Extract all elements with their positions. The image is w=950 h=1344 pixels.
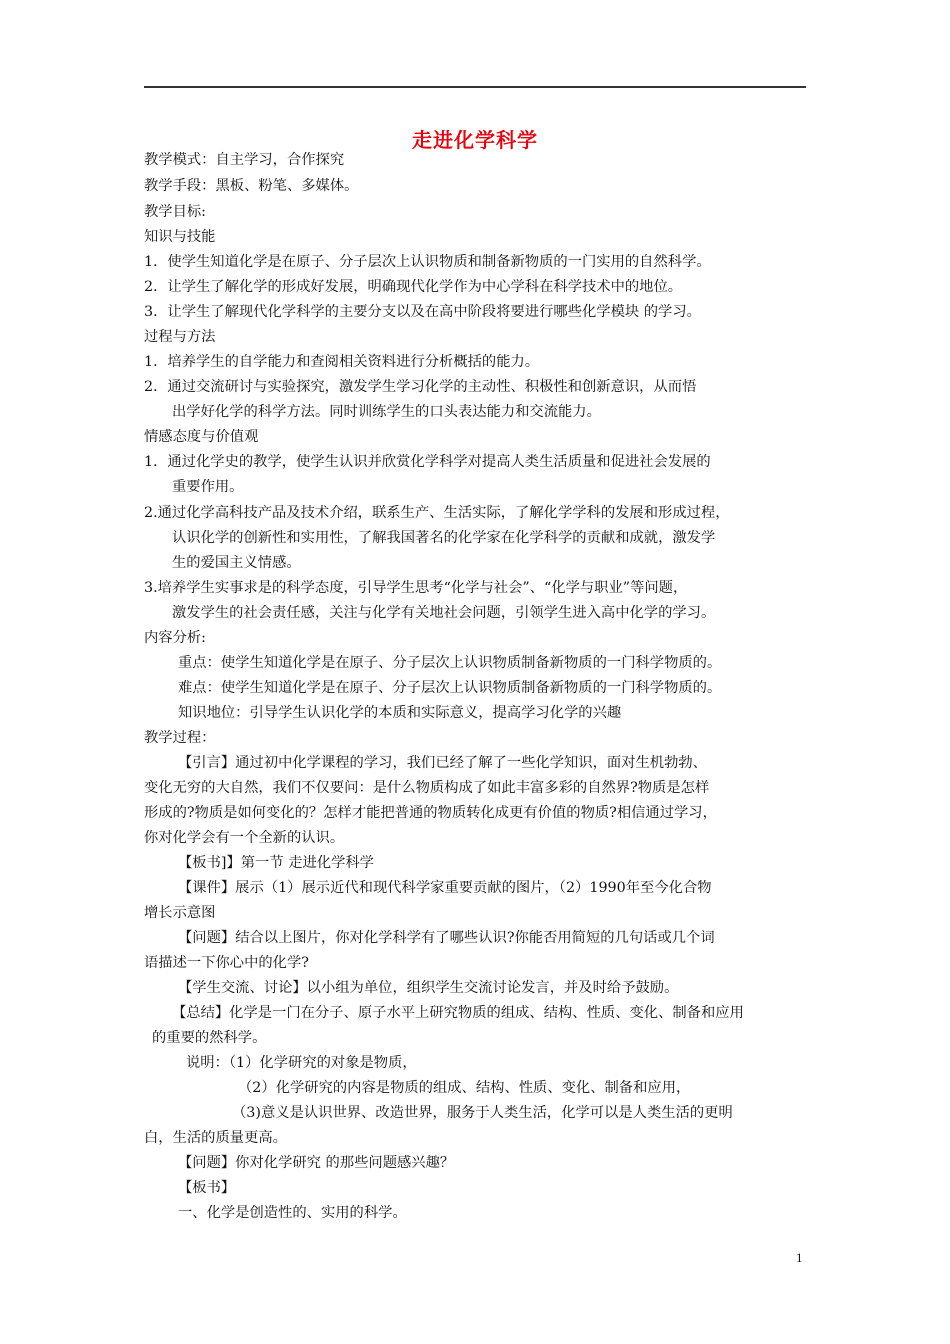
text-line: （3)意义是认识世界、改造世界，服务于人类生活，化学可以是人类生活的更明 bbox=[232, 1105, 733, 1121]
text-line: 2．通过交流研讨与实验探究，激发学生学习化学的主动性、积极性和创新意识，从而悟 bbox=[144, 379, 697, 395]
text-line: 教学手段：黑板、粉笔、多媒体。 bbox=[144, 178, 359, 194]
section-heading: 内容分析: bbox=[144, 630, 207, 646]
text-line: 知识地位：引导学生认识化学的本质和实际意义，提高学习化学的兴趣 bbox=[178, 705, 622, 721]
text-line: 增长示意图 bbox=[144, 905, 216, 921]
text-line: 1．通过化学史的教学，使学生认识并欣赏化学科学对提高人类生活质量和促进社会发展的 bbox=[144, 454, 711, 470]
text-line: 重要作用。 bbox=[172, 479, 244, 495]
text-line: 一、化学是创造性的、实用的科学。 bbox=[178, 1205, 407, 1221]
text-line: 1．培养学生的自学能力和查阅相关资料进行分析概括的能力。 bbox=[144, 354, 540, 370]
text-line: 2.通过化学高科技产品及技术介绍，联系生产、生活实际，了解化学学科的发展和形成过程， bbox=[144, 505, 730, 521]
text-line: 【课件】展示（1）展示近代和现代科学家重要贡献的图片，（2）1990年至今化合物 bbox=[178, 880, 712, 896]
page-number: 1 bbox=[796, 1250, 803, 1265]
text-line: 形成的?物质是如何变化的？怎样才能把普通的物质转化成更有价值的物质?相信通过学习， bbox=[144, 805, 717, 821]
text-line: 【学生交流、讨论】以小组为单位，组织学生交流讨论发言，并及时给予鼓励。 bbox=[178, 980, 679, 996]
text-line: 3．让学生了解现代化学科学的主要分支以及在高中阶段将要进行哪些化学模块 的学习。 bbox=[144, 304, 701, 320]
text-line: 【问题】你对化学研究 的那些问题感兴趣？ bbox=[178, 1155, 455, 1171]
text-line: 【引言】通过初中化学课程的学习，我们已经了解了一些化学知识，面对生机勃勃、 bbox=[178, 755, 707, 771]
text-line: 认识化学的创新性和实用性，了解我国著名的化学家在化学科学的贡献和成就，激发学 bbox=[172, 530, 716, 546]
section-heading: 过程与方法 bbox=[144, 329, 216, 345]
text-line: 语描述一下你心中的化学? bbox=[144, 955, 309, 971]
text-line: 【板书]】第一节 走进化学科学 bbox=[178, 855, 374, 871]
text-line: 激发学生的社会责任感，关注与化学有关地社会问题，引领学生进入高中化学的学习。 bbox=[172, 605, 716, 621]
text-line: 的重要的然科学。 bbox=[152, 1030, 267, 1046]
text-line: 教学目标: bbox=[144, 204, 207, 220]
section-heading: 知识与技能 bbox=[144, 229, 216, 245]
text-line: 说明：（1）化学研究的对象是物质， bbox=[186, 1055, 417, 1071]
text-line: 生的爱国主义情感。 bbox=[172, 555, 301, 571]
text-line: 变化无穷的大自然，我们不仅要问：是什么物质构成了如此丰富多彩的自然界?物质是怎样 bbox=[144, 780, 710, 796]
section-heading: 情感态度与价值观 bbox=[144, 429, 259, 445]
text-line: 难点：使学生知道化学是在原子、分子层次上认识物质制备新物质的一门科学物质的。 bbox=[178, 680, 722, 696]
text-line: 2．让学生了解化学的形成好发展，明确现代化学作为中心学科在科学技术中的地位。 bbox=[144, 279, 683, 295]
text-line: 你对化学会有一个全新的认识。 bbox=[144, 830, 345, 846]
text-line: 3.培养学生实事求是的科学态度，引导学生思考“化学与社会”、“化学与职业”等问题， bbox=[144, 580, 688, 596]
text-line: 1．使学生知道化学是在原子、分子层次上认识物质和制备新物质的一门实用的自然科学。 bbox=[144, 254, 711, 270]
text-line: 出学好化学的科学方法。同时训练学生的口头表达能力和交流能力。 bbox=[172, 404, 601, 420]
header-rule bbox=[144, 86, 806, 88]
text-line: （2）化学研究的内容是物质的组成、结构、性质、变化、制备和应用， bbox=[238, 1080, 691, 1096]
section-heading: 教学过程： bbox=[144, 730, 216, 746]
text-line: 【总结】化学是一门在分子、原子水平上研究物质的组成、结构、性质、变化、制备和应用 bbox=[172, 1005, 744, 1021]
text-line: 白，生活的质量更高。 bbox=[144, 1130, 287, 1146]
text-line: 教学模式：自主学习，合作探究 bbox=[144, 152, 345, 168]
text-line: 【板书】 bbox=[178, 1180, 236, 1196]
text-line: 重点：使学生知道化学是在原子、分子层次上认识物质制备新物质的一门科学物质的。 bbox=[178, 655, 722, 671]
text-line: 【问题】结合以上图片，你对化学科学有了哪些认识?你能否用简短的几句话或几个词 bbox=[178, 930, 715, 946]
document-title: 走进化学科学 bbox=[412, 128, 538, 152]
